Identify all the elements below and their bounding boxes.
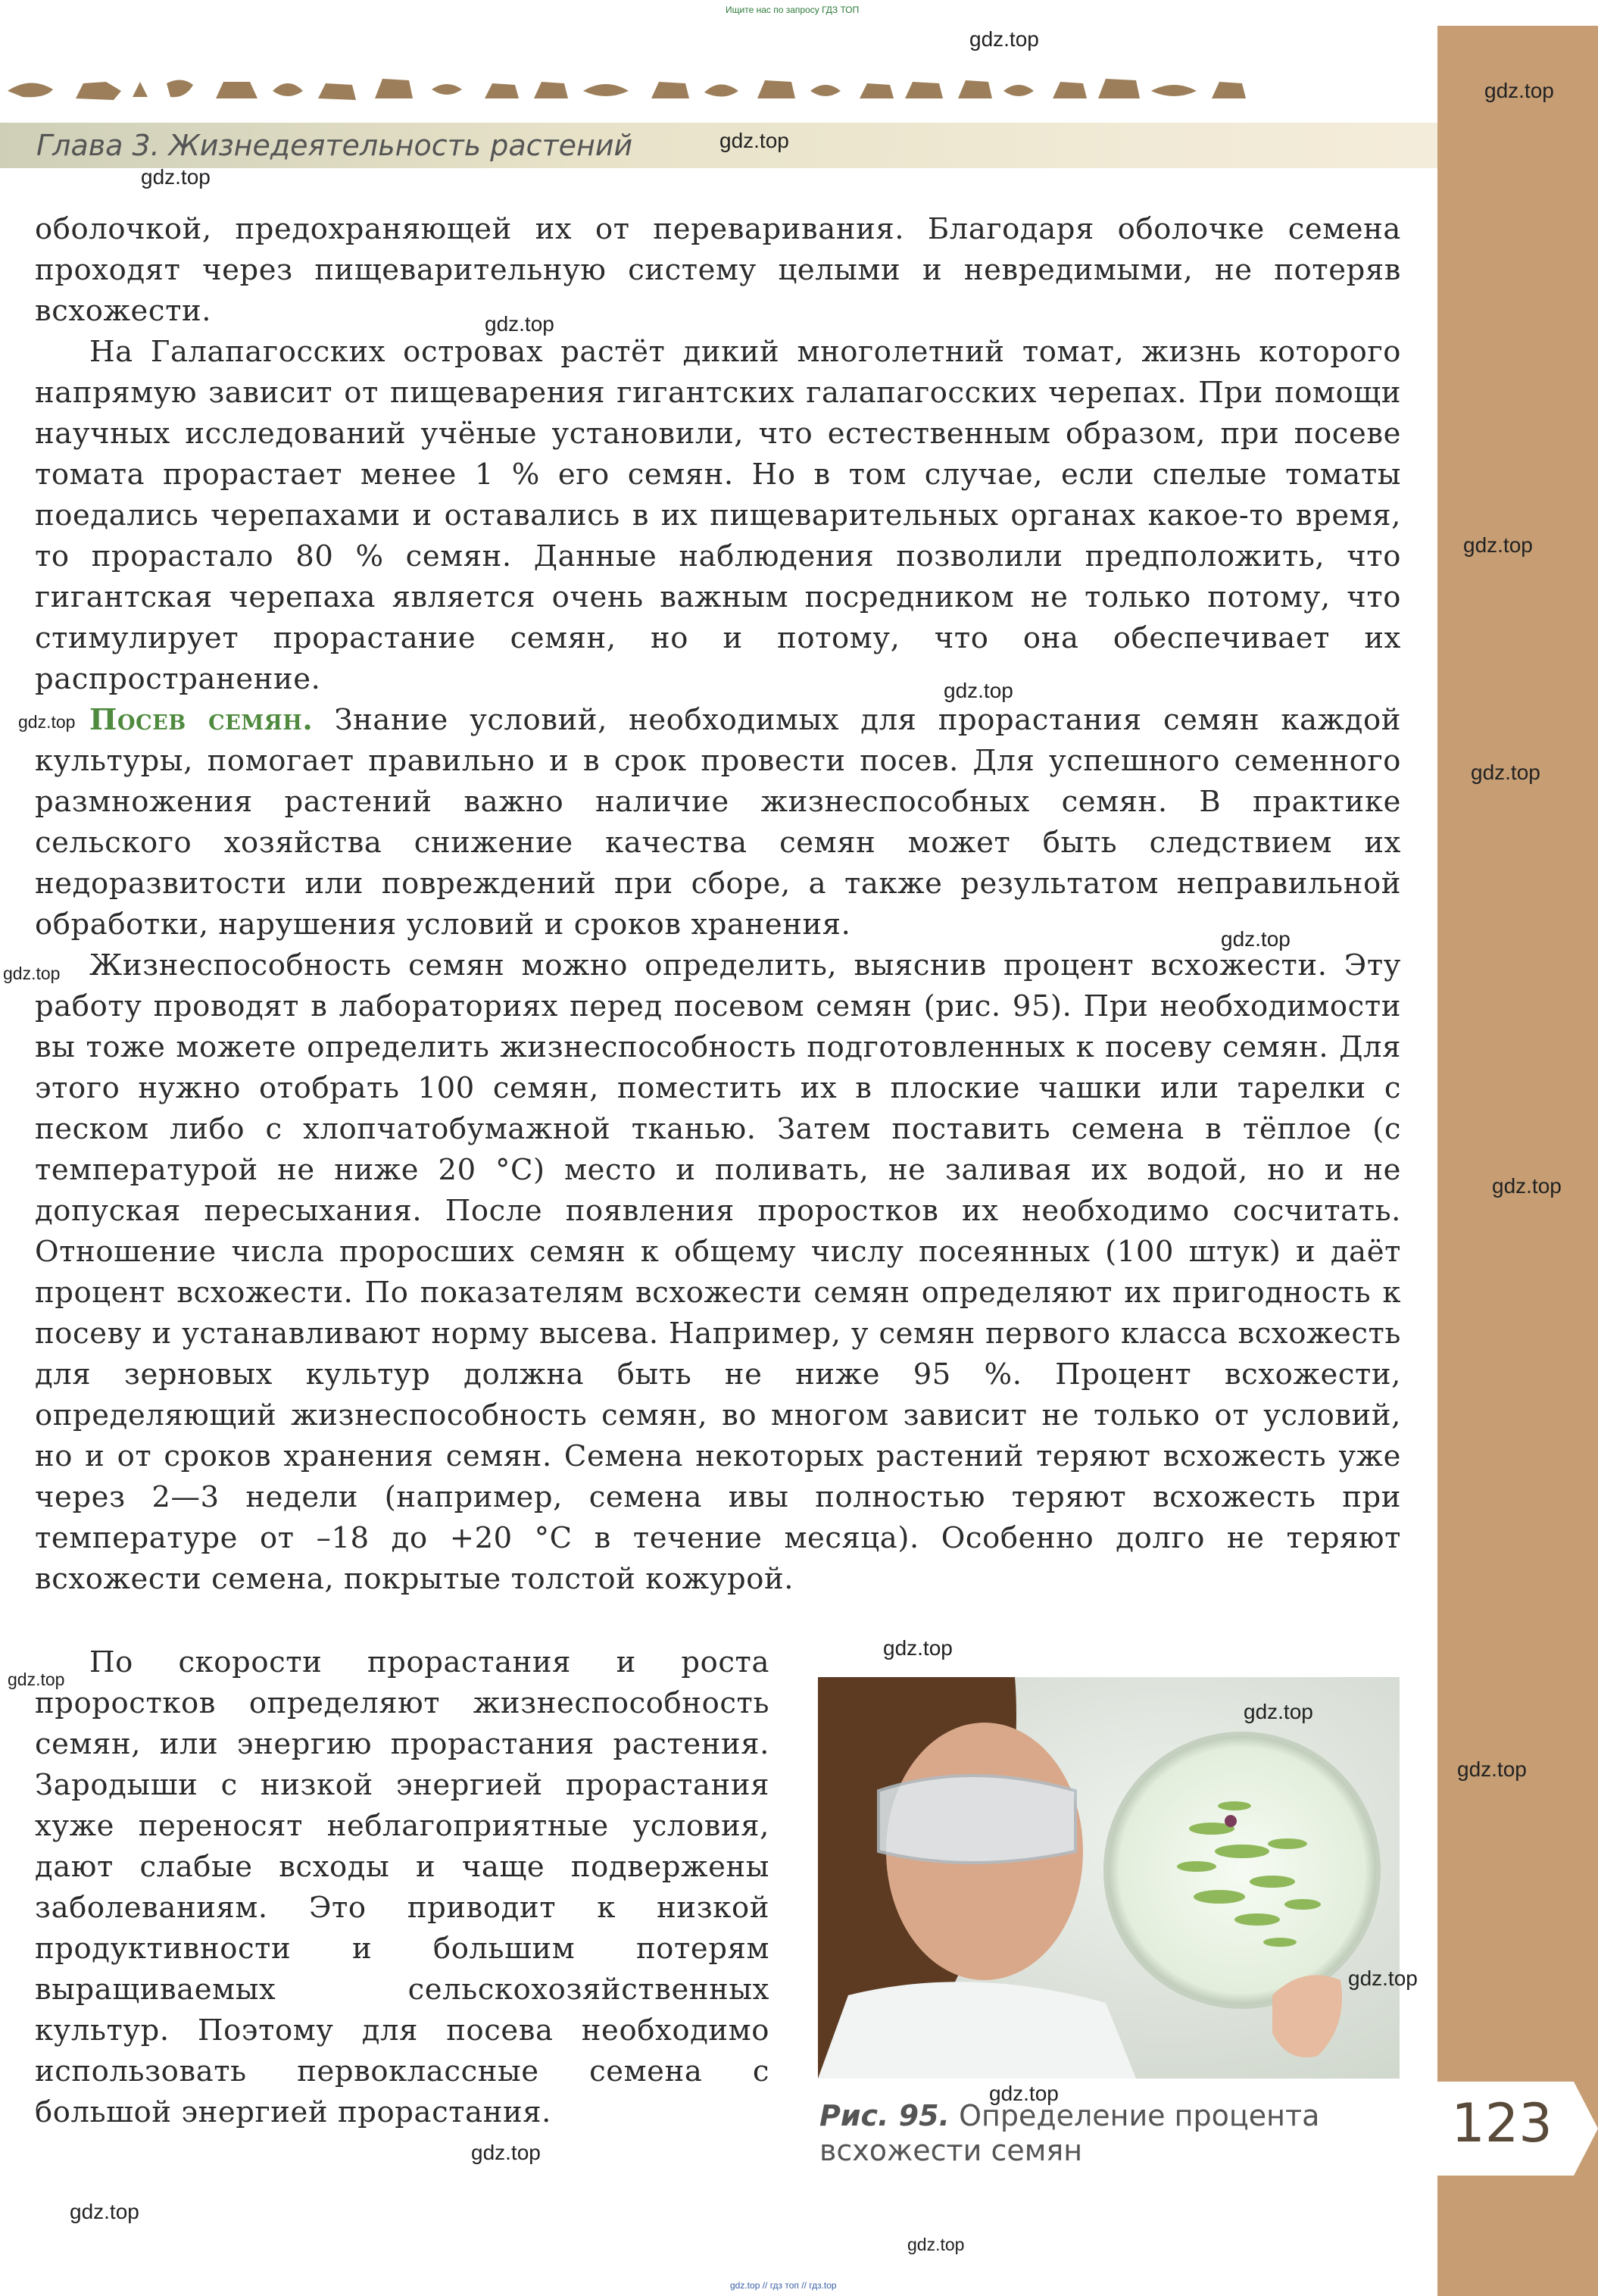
watermark: gdz.top bbox=[989, 2082, 1059, 2105]
watermark: gdz.top bbox=[1221, 927, 1291, 951]
watermark: gdz.top bbox=[3, 964, 61, 983]
watermark: gdz.top bbox=[1484, 79, 1554, 102]
watermark: gdz.top bbox=[471, 2141, 541, 2164]
watermark: gdz.top bbox=[1463, 533, 1533, 557]
figure-label: Рис. 95. bbox=[819, 2099, 950, 2132]
paragraph-1: оболочкой, предохраняющей их от переваривания. Благодаря оболочке семена проходят через пищеварительную систему целыми и невредимыми, не потеряв всхожести. bbox=[35, 212, 1401, 328]
watermark: gdz.top bbox=[969, 27, 1039, 51]
watermark: gdz.top bbox=[1244, 1700, 1313, 1723]
watermark: gdz.top bbox=[8, 1670, 65, 1689]
figure-95-photo bbox=[818, 1677, 1400, 2079]
watermark: gdz.top bbox=[1348, 1966, 1418, 1990]
watermark: gdz.top bbox=[883, 1636, 953, 1660]
figure-caption-text: Определение процента всхожести семян bbox=[819, 2099, 1320, 2167]
paragraph-5: По скорости прорастания и роста проростков определяют жизнеспособность семян, или энергию прорастания растения. Зародыши с низкой энергией прорастания хуже переносят неблагоприятные условия, дают слабые всходы и чаще подвержены заболеваниям. Это приводит к низкой продуктивности и большим потерям выращиваемых сельскохозяйственных культур. Поэтому для посева необходимо использовать первоклассные семена с большой энергией прорастания. bbox=[35, 1645, 769, 2129]
chapter-title: Глава 3. Жизнедеятельность растений bbox=[36, 129, 633, 162]
watermark: gdz.top bbox=[1457, 1757, 1527, 1781]
main-text bbox=[35, 209, 1401, 1600]
page-number: 123 bbox=[1451, 2092, 1553, 2154]
watermark: gdz.top bbox=[719, 129, 789, 152]
paragraph-3 bbox=[35, 700, 1401, 945]
section-heading: Посев семян. bbox=[89, 703, 314, 737]
watermark: gdz.top bbox=[1492, 1174, 1562, 1198]
page-sidebar bbox=[1437, 26, 1598, 2296]
bottom-watermark: gdz.top // гдз топ // гдз.top bbox=[730, 2280, 837, 2291]
watermark: gdz.top bbox=[70, 2200, 139, 2223]
paragraph-4: Жизнеспособность семян можно определить, выяснив процент всхожести. Эту работу проводят в лабораториях перед посевом семян (рис. 95). При необходимости вы тоже можете определить жизнеспособность подготовленных к посеву семян. Для этого нужно отобрать 100 семян, поместить их в плоские чашки или тарелки с песком либо с хлопчатобумажной тканью. Затем поставить семена в тёплое (с температурой не ниже 20 °С) место и поливать, не заливая их водой, но и не допуская пересыхания. После появления проростков их необходимо сосчитать. Отношение числа проросших семян к общему числу посеянных (100 штук) и даёт процент всхожести. По показателям всхожести семян определяют их пригодность к посеву и устанавливают норму высева. Например, у семян первого класса всхожесть для зерновых культур должна быть не ниже 95 %. Процент всхожести, определяющий жизнеспособность семян, во многом зависит не только от условий, но и от сроков хранения семян. Семена некоторых растений теряют всхожесть уже через 2—3 недели (например, семена ивы полностью теряют всхожесть при температуре от –18 до +20 °С в течение месяца). Особенно долго не теряют всхожести семена, покрытые толстой кожурой. bbox=[35, 948, 1401, 1596]
figure-caption bbox=[819, 2098, 1395, 2168]
paragraph-5-block bbox=[35, 1642, 769, 2133]
animal-silhouettes-strip bbox=[0, 68, 1257, 111]
watermark: gdz.top bbox=[907, 2235, 965, 2254]
paragraph-3-text: Знание условий, необходимых для прорастания семян каждой культуры, помогает правильно и в срок провести посев. Для успешного семенного размножения растений важно наличие жизнеспособных семян. В практике сельского хозяйства снижение качества семян может быть следствием их недоразвитости или повреждений при сборе, а также результатом неправильной обработки, нарушения условий и сроков хранения. bbox=[35, 703, 1401, 942]
watermark: gdz.top bbox=[18, 712, 76, 732]
paragraph-2: На Галапагосских островах растёт дикий многолетний томат, жизнь которого напрямую зависит от пищеварения гигантских галапагосских черепах. При помощи научных исследований учёные установили, что естественным образом, при посеве томата прорастает менее 1 % его семян. Но в том случае, если спелые томаты поедались черепахами и оставались в их пищеварительных органах какое-то время, то прорастало 80 % семян. Данные наблюдения позволили предположить, что гигантская черепаха является очень важным посредником не только потому, что стимулирует прорастание семян, но и потому, что она обеспечивает их распространение. bbox=[35, 335, 1401, 696]
watermark: gdz.top bbox=[485, 312, 554, 336]
watermark: gdz.top bbox=[141, 165, 211, 189]
watermark: gdz.top bbox=[944, 679, 1013, 702]
watermark: gdz.top bbox=[1471, 761, 1540, 784]
top-watermark: Ищите нас по запросу ГДЗ ТОП bbox=[726, 5, 860, 15]
